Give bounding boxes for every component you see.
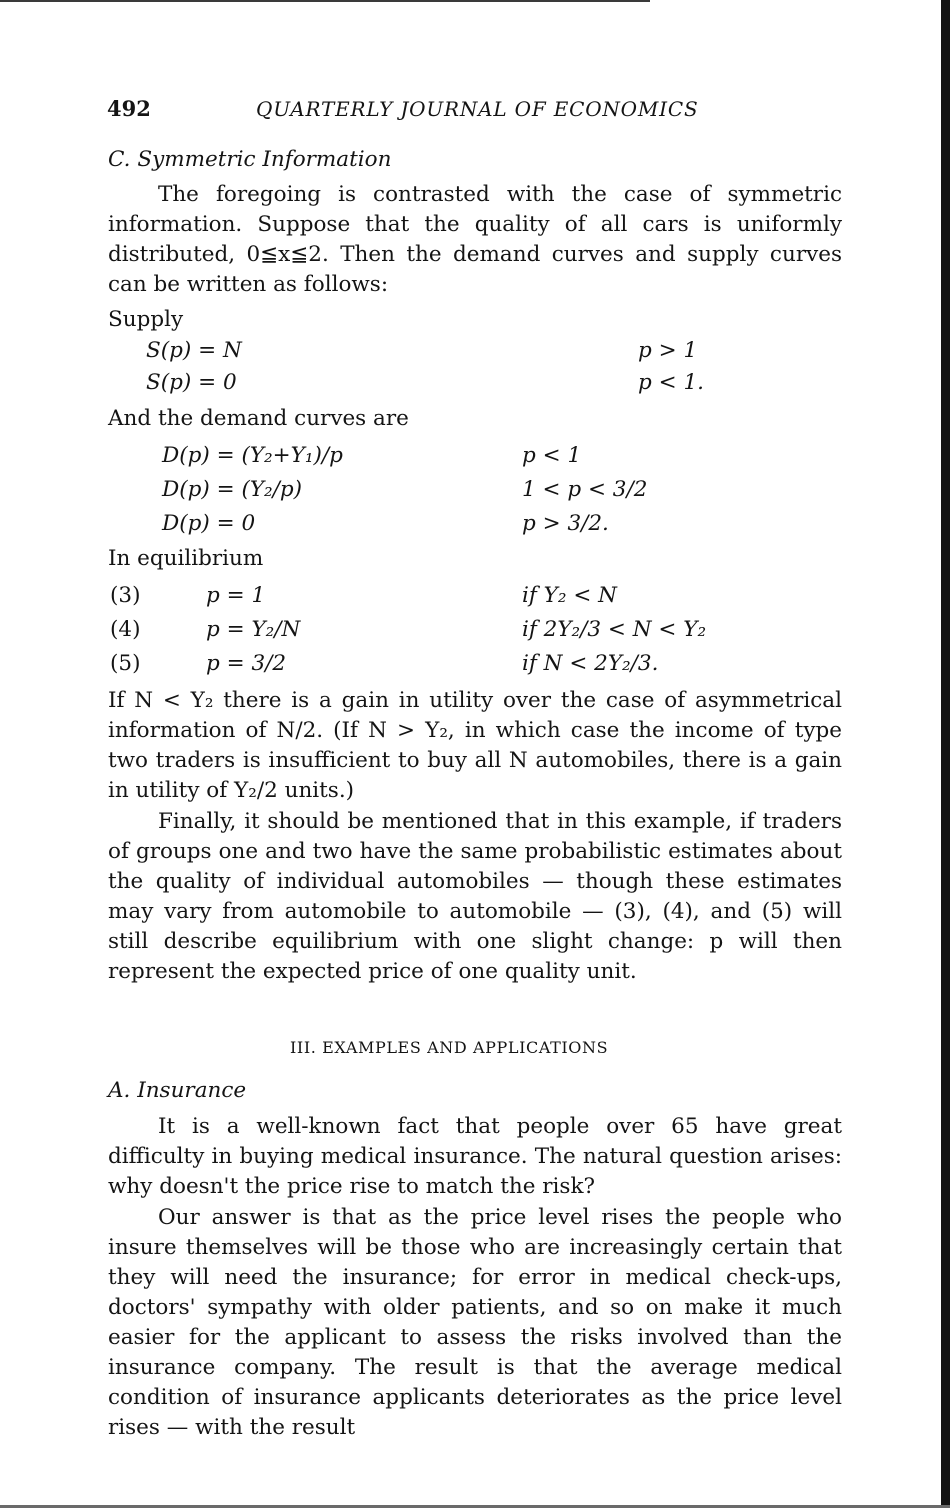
equilibrium-cond-5: if N < 2Y₂/3. xyxy=(522,651,659,676)
page-number: 492 xyxy=(107,96,151,121)
equilibrium-expr-4: p = Y₂/N xyxy=(206,617,301,642)
section-iii-heading-text: III. EXAMPLES AND APPLICATIONS xyxy=(290,1038,609,1057)
intro-paragraph: The foregoing is contrasted with the case of symmetric information. Suppose that the quality of all cars is uniformly distributed, 0≦x≦2. Then the demand curves and supply curves can be written as follows: xyxy=(108,182,842,297)
gain-paragraph: If N < Y₂ there is a gain in utility over the case of asymmetrical information of N/2. (If N > Y₂, in which case the income of type two traders is insufficient to buy all N automobiles, there is a gain in utility of Y₂/2 units.) xyxy=(108,688,842,803)
scan-right-edge xyxy=(941,0,950,1508)
insurance-paragraph-2: Our answer is that as the price level rises the people who insure themselves will be those who are increasingly certain that they will need the insurance; for error in medical check-ups, doctors' sympathy with older patients, and so on make it much easier for the applicant to assess the risks involved than the insurance company. The result is that the average medical condition of insurance applicants deteriorates as the price level rises — with the result xyxy=(108,1205,842,1440)
equation-number-3: (3) xyxy=(110,583,141,608)
demand-expr-1: D(p) = (Y₂+Y₁)/p xyxy=(162,443,343,468)
equation-number-4: (4) xyxy=(110,617,141,642)
supply-expr-1: S(p) = N xyxy=(146,338,242,363)
finally-paragraph: Finally, it should be mentioned that in this example, if traders of groups one and two have the same probabilistic estimates about the quality of individual automobiles — though these estimates may vary from automobile to automobile — (3), (4), and (5) will still describe equilibrium with one slight change: p will then represent the expected price of one quality unit. xyxy=(108,809,842,984)
section-iii-heading xyxy=(290,1034,608,1059)
demand-cond-2: 1 < p < 3/2 xyxy=(522,477,648,502)
insurance-paragraph-1: It is a well-known fact that people over 65 have great difficulty in buying medical insurance. The natural question arises: why doesn't the price rise to match the risk? xyxy=(108,1114,842,1199)
demand-expr-2: D(p) = (Y₂/p) xyxy=(162,477,303,502)
supply-cond-2: p < 1. xyxy=(638,370,704,395)
equation-number-5: (5) xyxy=(110,651,141,676)
section-c-heading: C. Symmetric Information xyxy=(108,147,392,172)
section-a-heading: A. Insurance xyxy=(108,1078,247,1103)
running-head: QUARTERLY JOURNAL OF ECONOMICS xyxy=(256,97,699,121)
scan-top-edge xyxy=(0,0,650,2)
equilibrium-cond-4: if 2Y₂/3 < N < Y₂ xyxy=(522,617,707,642)
demand-cond-1: p < 1 xyxy=(522,443,582,468)
equilibrium-label: In equilibrium xyxy=(108,546,264,571)
demand-label: And the demand curves are xyxy=(108,406,409,431)
supply-cond-1: p > 1 xyxy=(638,338,698,363)
demand-expr-3: D(p) = 0 xyxy=(162,511,256,536)
equilibrium-expr-3: p = 1 xyxy=(206,583,266,608)
demand-cond-3: p > 3/2. xyxy=(522,511,609,536)
equilibrium-expr-5: p = 3/2 xyxy=(206,651,287,676)
supply-expr-2: S(p) = 0 xyxy=(146,370,237,395)
supply-label: Supply xyxy=(108,307,184,332)
equilibrium-cond-3: if Y₂ < N xyxy=(522,583,617,608)
